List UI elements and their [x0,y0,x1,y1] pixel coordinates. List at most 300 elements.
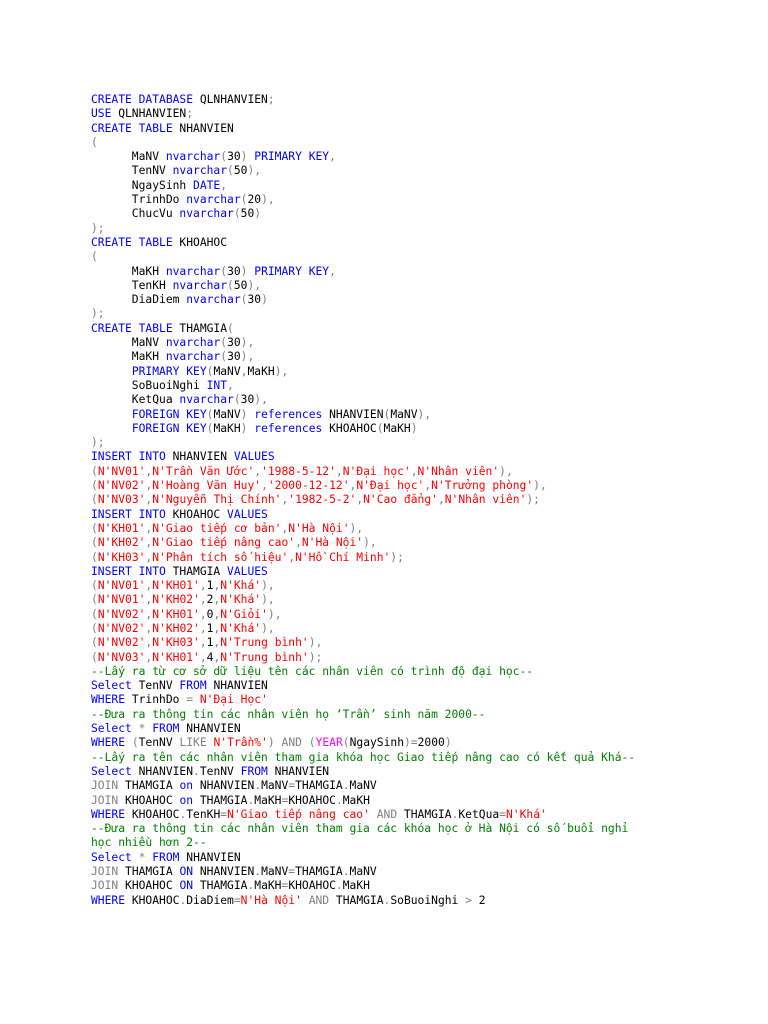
sql-operator: , [213,650,221,664]
sql-operator: , [254,464,262,478]
code-line [91,336,748,350]
sql-keyword: WHERE [91,693,126,707]
sql-text: 30 [227,350,241,364]
sql-text: MaNV [349,865,377,879]
sql-keyword: CREATE TABLE [91,121,173,135]
code-line [91,408,748,422]
sql-operator: ( [206,421,214,435]
code-line [91,350,748,364]
code-line [91,865,748,879]
sql-string: N'Trần Văn Ước' [152,464,255,478]
sql-operator: ) [240,264,255,278]
sql-operator: * [138,850,146,864]
sql-operator: ), [261,579,275,593]
sql-string: N'KH01' [152,579,200,593]
sql-text: KHOAHOC [288,793,336,807]
sql-operator: ), [240,336,255,350]
code-line [91,894,748,908]
sql-operator: . [254,779,262,793]
sql-text: NHANVIEN [193,865,255,879]
sql-keyword: on [179,793,194,807]
code-line [91,307,748,321]
sql-keyword: INSERT INTO [91,507,166,521]
code-line [91,465,748,479]
sql-text: 0 [206,607,214,621]
sql-keyword: WHERE [91,807,126,821]
sql-operator: ), [261,593,275,607]
code-line [91,479,748,493]
sql-keyword: references [254,407,323,421]
sql-operator: ), [417,407,432,421]
code-line [91,593,748,607]
sql-text: NHANVIEN [172,121,234,135]
sql-operator: ), [247,278,262,292]
sql-keyword: nvarchar [172,164,228,178]
sql-keyword: WHERE [91,736,126,750]
sql-keyword: nvarchar [165,350,221,364]
sql-operator: ), [533,479,547,493]
sql-operator: , [213,636,221,650]
sql-operator: , [213,607,221,621]
sql-keyword: nvarchar [165,264,221,278]
code-line [91,708,748,722]
sql-string: N'Hà Nội' [288,521,350,535]
sql-text [302,736,309,749]
sql-operator: , [199,621,207,635]
code-line [91,422,748,436]
sql-string: '1982-5-2' [288,493,357,507]
sql-keyword: Select [91,722,132,736]
sql-operator: , [199,607,207,621]
sql-operator: ( [91,135,98,149]
sql-string: N'Giỏi' [220,607,268,621]
code-line [91,379,748,393]
sql-text: KHOAHOC [118,879,180,893]
code-line [91,879,748,893]
sql-operator: , [227,378,234,392]
sql-operator: ) [240,150,255,164]
sql-function: YEAR [315,736,343,750]
sql-operator: ) [240,407,255,421]
sql-keyword: PRIMARY KEY [254,264,330,278]
sql-text: SoBuoiNghi [390,893,466,907]
sql-operator: ), [363,536,377,550]
sql-keyword: FROM [179,679,207,693]
sql-string: N'Giao tiếp nâng cao' [227,807,370,821]
sql-text: MaNV [91,336,166,350]
sql-operator: ), [247,164,262,178]
sql-string: N'Trưởng phòng' [431,479,534,493]
sql-keyword: on [179,779,194,793]
sql-string: N'Trần%' [213,736,268,750]
sql-keyword: PRIMARY KEY [254,150,330,164]
code-line [91,779,748,793]
code-line [91,279,748,293]
code-line [91,322,748,336]
sql-operator: . [247,793,255,807]
sql-text [302,894,309,907]
sql-operator: ( [91,521,98,535]
sql-text: KHOAHOC [125,893,180,907]
sql-text: KHOAHOC [118,793,180,807]
sql-string: N'Cao đẳng' [363,493,438,507]
sql-operator: , [145,579,153,593]
code-line [91,164,748,178]
sql-operator: ( [206,364,214,378]
code-line [91,722,748,736]
sql-operator: LIKE [179,736,207,750]
sql-string: N'NV03' [97,650,146,664]
sql-text: NHANVIEN [193,779,255,793]
code-line [91,136,748,150]
sql-keyword: Select [91,679,132,693]
sql-keyword: DATE [193,178,221,192]
sql-operator: ), [261,193,275,207]
sql-text: THAMGIA [329,893,384,907]
sql-string: N'NV03' [97,493,146,507]
sql-operator: = [233,893,241,907]
sql-operator: , [213,621,221,635]
sql-string: N'Trung bình' [220,636,309,650]
sql-keyword: nvarchar [179,393,234,407]
sql-operator: , [145,521,153,535]
code-line [91,436,748,450]
sql-text [132,722,139,735]
sql-operator: , [145,536,153,550]
sql-string: N'NV02' [97,636,146,650]
sql-operator: . [247,879,255,893]
sql-text: MaKH [342,793,370,807]
sql-string: N'KH01' [152,650,200,664]
sql-keyword: nvarchar [165,336,221,350]
sql-operator: ( [233,207,241,221]
sql-text: MaNV [261,865,289,879]
sql-text: TrinhDo [125,693,187,707]
sql-operator: ) [240,421,255,435]
sql-string: N'Nhân viên' [417,464,500,478]
sql-string: N'Hồ Chí Minh' [295,550,391,564]
sql-text: KetQua [91,393,180,407]
sql-operator: , [295,536,302,550]
sql-operator: , [145,650,153,664]
code-line [91,693,748,707]
sql-text: 2 [206,593,214,607]
code-line [91,665,748,679]
sql-operator: ( [91,579,98,593]
sql-text: TenNV [199,764,241,778]
sql-operator: , [349,479,357,493]
sql-text: MaNV [390,407,418,421]
sql-keyword: CREATE TABLE [91,235,173,249]
sql-text [370,808,377,821]
sql-keyword: nvarchar [179,207,234,221]
code-line [91,636,748,650]
code-line [91,265,748,279]
sql-string: N'KH01' [152,607,200,621]
sql-operator: ) [410,421,418,435]
sql-string: N'NV02' [97,479,146,493]
sql-keyword: nvarchar [172,278,228,292]
sql-operator: ( [220,350,228,364]
sql-string: N'Đại học' [342,464,411,478]
sql-operator: ( [220,150,228,164]
code-line [91,207,748,221]
sql-operator: . [179,893,187,907]
sql-operator: , [288,550,296,564]
sql-operator: . [342,865,350,879]
code-line [91,679,748,693]
sql-operator: . [335,793,343,807]
code-line [91,493,748,507]
sql-operator: = [281,879,289,893]
sql-code-block [91,93,748,908]
sql-operator: ( [233,393,241,407]
sql-operator: ); [91,307,105,321]
sql-string: N'Giao tiếp cơ bản' [152,521,282,535]
sql-operator: > [465,893,472,907]
sql-operator: , [145,636,153,650]
sql-text: MaKH [383,421,411,435]
sql-comment: --Lấy ra tên các nhân viên tham gia khóa học Giao tiếp nâng cao có kết quả Khá-- [91,750,636,764]
sql-text: 30 [240,393,255,407]
sql-text: QLNHANVIEN [111,107,187,121]
sql-string: N'Khá' [505,807,547,821]
sql-operator: ( [383,407,391,421]
sql-text: NgaySinh [349,736,405,750]
sql-operator: ( [91,464,98,478]
sql-text: DiaDiem [186,893,234,907]
sql-operator: , [199,636,207,650]
sql-operator: , [199,593,207,607]
sql-operator: , [281,493,289,507]
sql-text: THAMGIA [193,879,248,893]
sql-string: N'KH03' [97,550,146,564]
sql-comment: --Đưa ra thông tin các nhân viên tham gia các khóa học ở Hà Nội có số buổi nghỉ [91,822,629,836]
code-line [91,822,748,836]
sql-operator: AND [376,807,398,821]
sql-operator: ), [499,464,513,478]
sql-operator: ( [220,336,228,350]
sql-operator: ( [91,621,98,635]
sql-text: 30 [227,336,241,350]
code-line [91,765,748,779]
sql-text: MaNV [261,779,289,793]
sql-operator: ); [526,493,540,507]
sql-text: TenNV [138,736,180,750]
sql-operator: ( [131,736,139,750]
sql-operator: , [145,479,153,493]
sql-string: N'Phân tích số hiệu' [152,550,289,564]
sql-operator: , [145,550,153,564]
sql-text: KHOAHOC [288,879,336,893]
sql-text: MaKH [254,879,282,893]
sql-string: '2000-12-12' [267,479,350,493]
sql-operator: , [213,579,221,593]
sql-comment: --Lấy ra từ cơ sở dữ liệu tên các nhân viên có trình độ đại học-- [91,664,534,678]
sql-operator: ( [91,250,98,264]
sql-keyword: PRIMARY KEY [131,364,207,378]
sql-string: N'Khá' [220,621,262,635]
sql-operator: , [145,607,153,621]
sql-text: SoBuoiNghi [91,378,207,392]
sql-text: KHOAHOC [165,507,228,521]
sql-operator: JOIN [91,865,119,879]
sql-operator: ) [261,293,268,307]
sql-keyword: VALUES [227,507,268,521]
code-line [91,293,748,307]
code-line [91,150,748,164]
sql-operator: , [240,364,248,378]
sql-operator: JOIN [91,879,119,893]
sql-operator: ), [261,621,275,635]
sql-string: N'Hà Nội' [240,893,302,907]
sql-operator: , [145,621,153,635]
sql-operator: , [329,264,336,278]
sql-text: TenKH [186,807,221,821]
sql-text: THAMGIA [118,865,180,879]
sql-operator: ); [390,550,404,564]
sql-keyword: CREATE DATABASE [91,93,194,106]
sql-keyword: USE [91,107,112,121]
sql-keyword: references [254,421,323,435]
sql-keyword: nvarchar [186,193,241,207]
sql-text [91,365,132,378]
sql-operator: , [145,464,153,478]
sql-text [91,422,132,435]
sql-text: NHANVIEN [165,450,234,464]
sql-keyword: FROM [152,850,180,864]
sql-operator: ( [91,636,98,650]
sql-operator: ) [254,207,262,221]
sql-operator: ; [186,107,194,121]
sql-operator: . [179,807,187,821]
sql-keyword: FROM [240,764,268,778]
sql-text: 30 [227,264,241,278]
code-line [91,393,748,407]
code-line [91,808,748,822]
sql-operator: )= [404,736,418,750]
sql-text: MaKH [91,264,166,278]
sql-operator: * [138,722,146,736]
sql-keyword: WHERE [91,893,126,907]
sql-operator: , [261,479,268,493]
code-line [91,579,748,593]
sql-operator: JOIN [91,793,119,807]
sql-operator: AND [308,893,330,907]
sql-operator: ), [240,350,255,364]
code-line [91,365,748,379]
sql-string: N'Nhân viên' [444,493,527,507]
sql-operator: ; [267,93,275,106]
sql-text: NHANVIEN [131,764,194,778]
sql-text: TrinhDo [91,193,187,207]
sql-text: 1 [206,621,214,635]
sql-operator: ( [91,536,98,550]
sql-string: N'KH01' [97,521,146,535]
sql-operator: , [213,593,221,607]
sql-string: N'Nguyễn Thị Chính' [152,493,282,507]
sql-keyword: FOREIGN KEY [131,407,207,421]
sql-string: N'KH02' [152,593,200,607]
sql-text: NHANVIEN [206,679,268,693]
code-line [91,536,748,550]
sql-string: N'Giao tiếp nâng cao' [152,536,296,550]
code-line [91,193,748,207]
sql-operator: , [220,178,228,192]
sql-string: N'Hoàng Văn Huy' [152,479,262,493]
sql-operator: = [288,865,296,879]
sql-operator: ( [240,193,248,207]
code-line [91,522,748,536]
sql-text: MaKH [247,364,275,378]
sql-operator: , [335,464,343,478]
sql-operator: . [383,893,391,907]
sql-operator: ( [91,493,98,507]
sql-text: MaKH [254,793,282,807]
sql-text: MaNV [213,364,241,378]
code-line [91,836,748,850]
sql-string: N'Trung bình' [220,650,309,664]
sql-text: MaKH [213,421,241,435]
sql-text: NHANVIEN [179,850,241,864]
sql-operator: , [145,493,153,507]
code-line [91,93,748,107]
sql-operator: ( [91,479,98,493]
sql-operator: ( [227,164,234,178]
sql-operator: JOIN [91,779,119,793]
sql-text: THAMGIA [295,779,343,793]
sql-operator: ( [91,607,98,621]
sql-text: KHOAHOC [322,421,377,435]
sql-operator: = [220,807,228,821]
code-line [91,122,748,136]
code-line [91,751,748,765]
sql-text: THAMGIA [193,793,248,807]
code-line [91,222,748,236]
code-line [91,508,748,522]
code-line [91,651,748,665]
sql-keyword: VALUES [233,450,275,464]
sql-text [125,736,132,749]
sql-text: ChucVu [91,207,180,221]
sql-operator: ( [240,293,248,307]
sql-text: 4 [206,650,214,664]
sql-operator: ) [444,736,452,750]
sql-operator: , [437,493,445,507]
sql-operator: ( [206,407,214,421]
sql-string: N'KH02' [152,621,200,635]
sql-operator: ( [308,736,316,750]
sql-string: N'Hà Nội' [301,536,364,550]
code-line [91,622,748,636]
sql-keyword: nvarchar [165,150,221,164]
sql-text: QLNHANVIEN [193,93,268,106]
code-line [91,565,748,579]
sql-operator: = [281,793,289,807]
code-line [91,236,748,250]
sql-text: THAMGIA [397,807,452,821]
sql-text: TenKH [91,278,173,292]
sql-text: THAMGIA [295,865,343,879]
sql-comment: --Đưa ra thông tin các nhân viên họ ‘Trần’ sinh năm 2000-- [91,707,486,721]
sql-string: N'Đại Học' [199,693,268,707]
sql-keyword: INT [206,378,228,392]
code-line [91,107,748,121]
sql-operator: , [281,521,289,535]
sql-operator: ); [91,221,105,235]
sql-string: N'KH02' [97,536,146,550]
code-line [91,450,748,464]
